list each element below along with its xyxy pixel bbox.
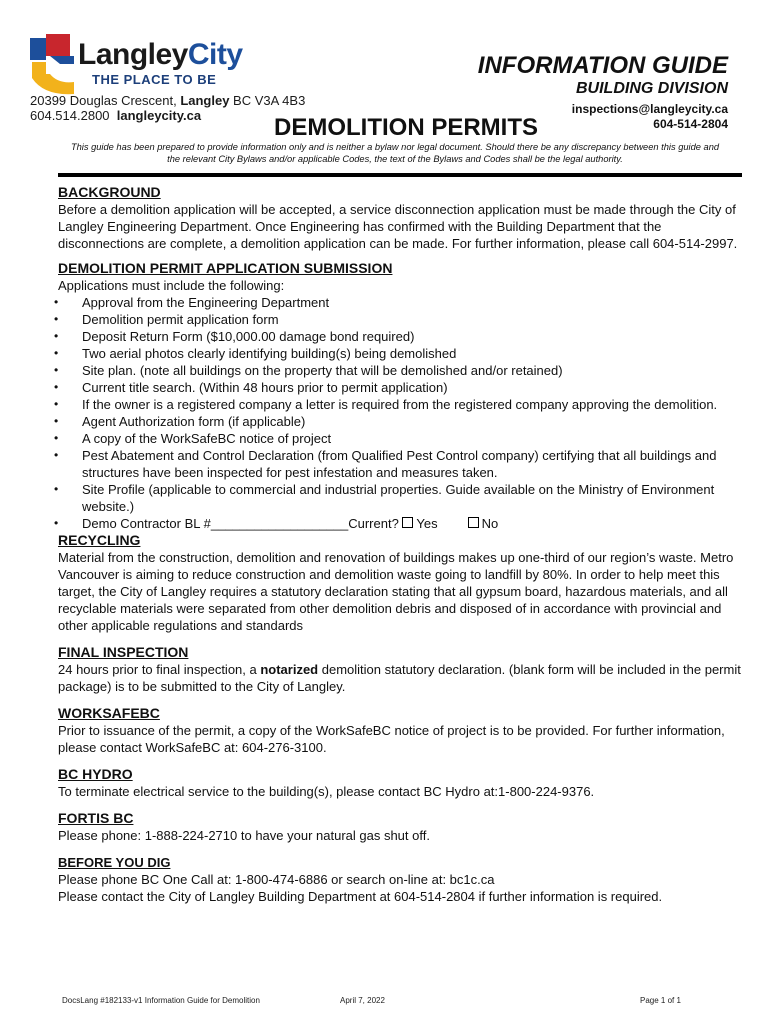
recycling-heading: RECYCLING [58,532,141,548]
list-item: • Site plan. (note all buildings on the property that will be demolished and/or retained) [58,362,748,379]
bc-hydro-heading: BC HYDRO [58,766,133,782]
list-item: • Demolition permit application form [58,311,748,328]
background-heading: BACKGROUND [58,184,161,200]
dig-line-2: Please contact the City of Langley Building Department at 604-514-2804 if further information is required. [58,889,663,904]
division-name: BUILDING DIVISION [575,80,728,97]
list-item: • Deposit Return Form ($10,000.00 damage bond required) [58,328,748,345]
list-item: • Site Profile (applicable to commercial and industrial properties. Guide available on the Ministry of Environment website.) [58,481,748,515]
final-inspection-text: 24 hours prior to final inspection, a notarized demolition statutory declaration. (blank form will be included in the permit package) is to be submitted to the City of Langley. [58,662,741,694]
fortis-heading: FORTIS BC [58,810,134,826]
final-inspection-heading: FINAL INSPECTION [58,644,189,660]
worksafe-text: Prior to issuance of the permit, a copy of the WorkSafeBC notice of project is to be provided. For further information, please contact WorkSafeBC at: 604-276-3100. [58,723,725,755]
disclaimer: This guide has been prepared to provide information only and is neither a bylaw nor legal document. Should there be any discrepancy between this guide and the relevant City Bylaws and/or applicable Codes, the text of the Bylaws and Codes shall be the legal authority. [70,142,720,164]
submission-intro: Applications must include the following: [58,278,285,293]
no-checkbox[interactable] [468,517,479,528]
list-item: • Two aerial photos clearly identifying building(s) being demolished [58,345,748,362]
background-text: Before a demolition application will be accepted, a service disconnection application must be made through the City of Langley Engineering Department. Once Engineering has confirmed with the Building Department that the disconnections are complete, a demolition application can be made. For further information, please call 604-514-2997. [58,202,738,251]
contact-line: 604.514.2800 langleycity.ca [30,108,202,123]
submission-heading: DEMOLITION PERMIT APPLICATION SUBMISSION [58,260,393,276]
requirements-list [58,294,748,532]
fortis-text: Please phone: 1-888-224-2710 to have your natural gas shut off. [58,828,430,843]
list-item: • Pest Abatement and Control Declaration (from Qualified Pest Control company) certifying that all buildings and structures have been inspected for pest infestation and measures taken. [58,447,748,481]
dig-line-1: Please phone BC One Call at: 1-800-474-6886 or search on-line at: bc1c.ca [58,872,495,887]
worksafe-heading: WORKSAFEBC [58,705,160,721]
bc-hydro-text: To terminate electrical service to the building(s), please contact BC Hydro at:1-800-224-9376. [58,784,595,799]
list-item: • If the owner is a registered company a letter is required from the registered company approving the demolition. [58,396,748,413]
list-item: • Approval from the Engineering Department [58,294,748,311]
list-item: • A copy of the WorkSafeBC notice of project [58,430,748,447]
footer-doc-ref: DocsLang #182133-v1 Information Guide for Demolition [62,996,260,1005]
logo-wordmark: LangleyCity [78,38,243,71]
footer-date: April 7, 2022 [340,996,385,1005]
contractor-item: • Demo Contractor BL #___________________Current? Yes No [58,515,748,532]
document-body [58,184,748,905]
recycling-text: Material from the construction, demolition and renovation of buildings makes up one-third of our region’s waste. Metro Vancouver is aiming to reduce construction and demolition waste going to landfill by 80%. In order to help meet this target, the City of Langley requires a statutory declaration stating that all gypsum board, hazardous materials, and all recyclable materials were separated from other demolition debris and disposed of in accordance with provincial and other applicable regulations and standards [58,550,734,633]
yes-checkbox[interactable] [402,517,413,528]
phone-number: 604-514-2804 [653,117,728,131]
guide-title: INFORMATION GUIDE [477,52,728,79]
logo-tagline: THE PLACE TO BE [92,72,217,87]
list-item: • Current title search. (Within 48 hours prior to permit application) [58,379,748,396]
address-line: 20399 Douglas Crescent, Langley BC V3A 4B3 [30,93,306,108]
footer-page: Page 1 of 1 [640,996,681,1005]
divider [58,173,742,177]
dig-heading: BEFORE YOU DIG [58,855,171,870]
page-title: DEMOLITION PERMITS [274,114,538,141]
list-item: • Agent Authorization form (if applicable) [58,413,748,430]
email-link[interactable]: inspections@langleycity.ca [571,102,728,116]
